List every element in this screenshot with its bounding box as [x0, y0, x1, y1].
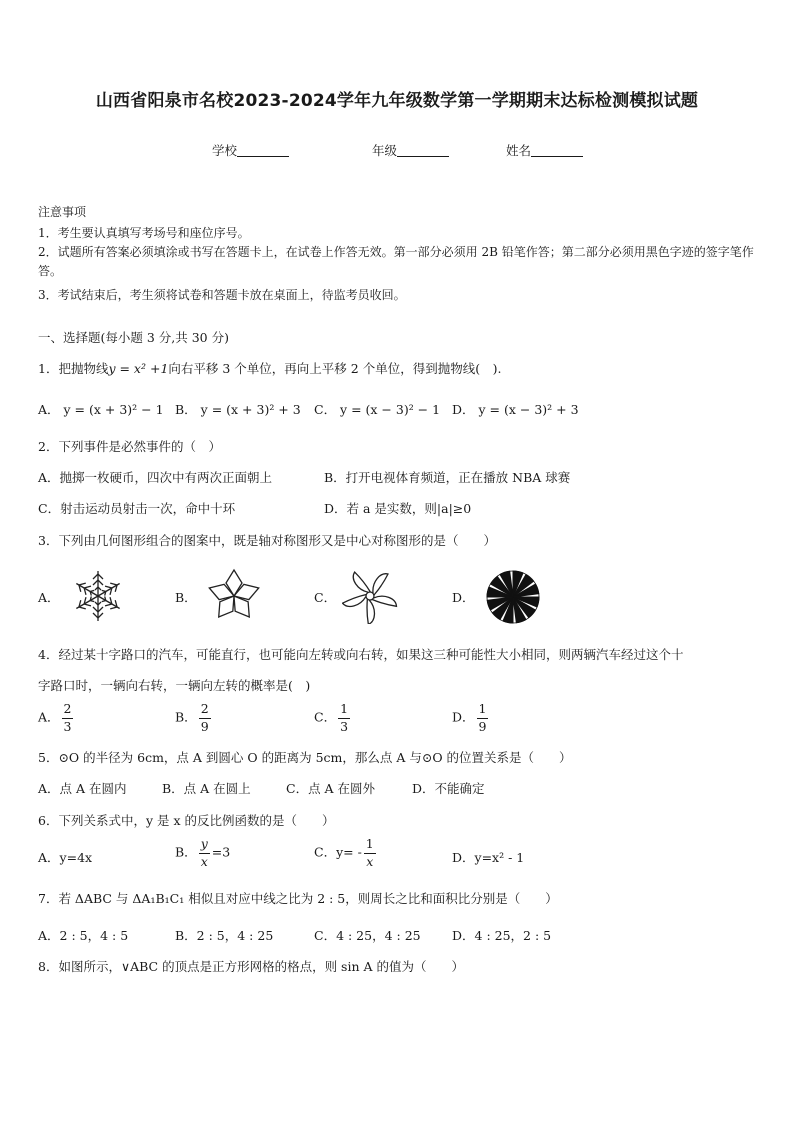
question-4-stem-line1: 4．经过某十字路口的汽车，可能直行，也可能向左转或向右转，如果这三种可能性大小相同，则两辆汽车经过这个十	[38, 647, 684, 662]
question-8-stem: 8．如图所示，∨ABC 的顶点是正方形网格的格点，则 sin A 的值为（ ）	[38, 959, 464, 974]
q1-option-c: C． y = (x − 3)² − 1	[314, 402, 441, 417]
question-5-stem: 5．⊙O 的半径为 6cm，点 A 到圆心 O 的距离为 5cm，那么点 A 与⊙O 的位置关系是（ ）	[38, 750, 572, 765]
grade-field	[372, 141, 449, 159]
q1-option-b: B． y = (x + 3)² + 3	[175, 402, 301, 417]
q7-option-c: C．4 : 25，4 : 25	[314, 928, 421, 943]
q2-option-d: D．若 a 是实数，则|a|≥0	[324, 501, 472, 516]
q6-option-b: B． $\frac{y}{x}$ =3	[175, 836, 231, 869]
q7-option-a: A．2 : 5，4 : 5	[38, 928, 129, 943]
note-item-2: 2．试题所有答案必须填涂或书写在答题卡上，在试卷上作答无效。第一部分必须用 2B 铅笔作答；第二部分必须用黑色字迹的签字笔作答。	[38, 245, 754, 278]
q6-option-d: D．y=x² - 1	[452, 850, 525, 865]
q1-option-a: A． y = (x + 3)² − 1	[38, 402, 164, 417]
q5-option-d: D．不能确定	[412, 781, 485, 796]
q2-option-a: A．抛掷一枚硬币，四次中有两次正面朝上	[38, 470, 273, 485]
q2-option-c: C．射击运动员射击一次，命中十环	[38, 501, 236, 516]
q6-option-a: A．y=4x	[38, 850, 93, 865]
question-6-stem: 6．下列关系式中，y 是 x 的反比例函数的是（ ）	[38, 813, 335, 828]
school-field	[212, 141, 289, 159]
q5-option-c: C．点 A 在圆外	[286, 781, 376, 796]
note-item-1: 1．考生要认真填写考场号和座位序号。	[38, 226, 250, 240]
q5-option-b: B．点 A 在圆上	[162, 781, 251, 796]
name-label: 姓名	[506, 143, 532, 158]
name-blank	[531, 144, 583, 157]
q2-option-b: B．打开电视体育频道，正在播放 NBA 球赛	[324, 470, 571, 485]
question-2-stem: 2．下列事件是必然事件的（ ）	[38, 439, 221, 454]
snowflake-figure	[70, 568, 126, 624]
q4-option-c: C． $\frac{1}{3}$	[314, 701, 349, 734]
section-heading: 一、选择题(每小题 3 分,共 30 分)	[38, 330, 229, 345]
q3-option-a-label: A．	[38, 590, 60, 605]
school-label: 学校	[212, 143, 238, 158]
question-4-stem-line2: 字路口时，一辆向右转，一辆向左转的概率是( )	[38, 678, 311, 693]
school-blank	[237, 144, 289, 157]
rosette-figure	[484, 568, 542, 626]
q4-option-b: B． $\frac{2}{9}$	[175, 701, 209, 734]
q3-option-b-label: B．	[175, 590, 197, 605]
pinwheel-figure	[342, 568, 398, 624]
question-1-stem: 1．把抛物线y = x² +1向右平移 3 个单位，再向上平移 2 个单位，得到抛物线( ).	[38, 361, 502, 376]
q6-option-c: C．y= - $\frac{1}{x}$	[314, 836, 374, 869]
page-title: 山西省阳泉市名校2023-2024学年九年级数学第一学期期末达标检测模拟试题	[95, 91, 699, 111]
q1-option-d: D． y = (x − 3)² + 3	[452, 402, 579, 417]
notes-heading: 注意事项	[38, 205, 87, 219]
name-field	[506, 141, 583, 159]
question-3-stem: 3．下列由几何图形组合的图案中，既是轴对称图形又是中心对称图形的是（ ）	[38, 533, 496, 548]
grade-blank	[397, 144, 449, 157]
question-7-stem: 7．若 ΔABC 与 ΔA₁B₁C₁ 相似且对应中线之比为 2 : 5，则周长之比和面积比分别是（ ）	[38, 891, 558, 906]
q4-option-a: A． $\frac{2}{3}$	[38, 701, 72, 734]
q3-option-c-label: C．	[314, 590, 337, 605]
q5-option-a: A．点 A 在圆内	[38, 781, 127, 796]
q7-option-b: B．2 : 5，4 : 25	[175, 928, 274, 943]
q7-option-d: D．4 : 25，2 : 5	[452, 928, 552, 943]
note-item-3: 3．考试结束后，考生须将试卷和答题卡放在桌面上，待监考员收回。	[38, 288, 406, 302]
q3-option-d-label: D．	[452, 590, 475, 605]
grade-label: 年级	[372, 143, 398, 158]
q4-option-d: D． $\frac{1}{9}$	[452, 701, 487, 734]
rhombus-star-figure	[208, 566, 260, 622]
